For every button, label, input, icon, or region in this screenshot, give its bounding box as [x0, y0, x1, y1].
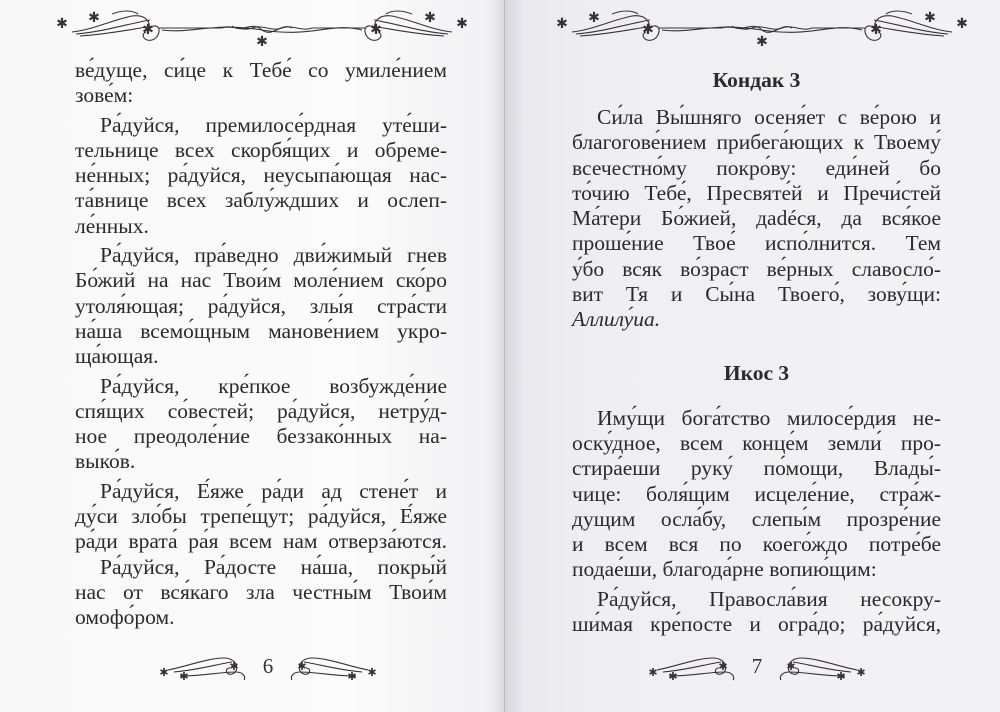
- left-page-text: [75, 58, 447, 631]
- text-line: выко́в.: [75, 449, 136, 474]
- svg-text:✱: ✱: [668, 670, 678, 682]
- svg-text:✱: ✱: [370, 22, 382, 38]
- text-line: дущим осла́бу, слепы́м прозре́ние: [572, 506, 941, 531]
- text-line: тельнице всех скорбя́щих и обреме-: [75, 137, 447, 162]
- svg-text:✱: ✱: [88, 10, 100, 26]
- footer-right-page: [647, 648, 867, 684]
- text-line: нас от вся́каго зла честны́м Твои́м: [75, 579, 447, 604]
- text-line: Ра́дуйся, кре́пкое возбужде́ние: [100, 373, 447, 398]
- page-number: 6: [262, 653, 274, 678]
- ikos-title: Икос 3: [723, 360, 790, 385]
- svg-text:✱: ✱: [56, 16, 68, 32]
- text-line: у́бо всяк во́зраст ве́рных славосло́-: [572, 256, 941, 281]
- floral-ornament-icon: [547, 4, 977, 48]
- svg-text:✱: ✱: [648, 666, 658, 679]
- floral-ornament-icon: [52, 4, 472, 48]
- text-line: ное преодоле́ние беззако́нных на-: [75, 424, 447, 449]
- text-line: стира́еши руку́ по́мощи, Влады́-: [572, 456, 941, 481]
- svg-text:✱: ✱: [142, 22, 154, 38]
- svg-text:✱: ✱: [924, 10, 936, 26]
- floral-ornament-icon: [286, 650, 378, 682]
- svg-text:✱: ✱: [870, 22, 882, 38]
- svg-text:✱: ✱: [588, 10, 600, 26]
- kontakion-title: Кондак 3: [712, 68, 801, 92]
- text-line: спя́щих со́вестей; ра́дуйся, нетру́д-: [75, 398, 447, 423]
- header-ornament-left-page: [52, 4, 472, 48]
- text-line: оску́дное, всем конце́м земли́ про-: [572, 430, 941, 455]
- book-gutter: [504, 0, 505, 712]
- floral-ornament-icon: [775, 650, 867, 682]
- text-line: Ра́дуйся, Ра́досте на́ша, покры́й: [100, 554, 447, 579]
- text-line: на́ша всемо́щным манове́нием укро-: [75, 318, 447, 343]
- svg-text:✱: ✱: [786, 660, 796, 673]
- text-line: Иму́щи бога́тство милосе́рдия не-: [597, 405, 941, 430]
- svg-text:✱: ✱: [456, 16, 468, 32]
- text-line: чице: боля́щим исцеле́ние, стра́ж-: [572, 481, 941, 506]
- footer-left-page: [158, 648, 378, 684]
- text-line: ве́дуще, си́це к Тебе́ со умиле́нием: [75, 58, 447, 82]
- text-line: проше́ние Твое́ испо́лнится. Тем: [572, 231, 941, 256]
- alleluia-line: Аллилу́иа.: [572, 307, 661, 332]
- text-line: и всем вся по коего́ждо потре́бе: [572, 532, 941, 557]
- text-line: ща́ющая.: [75, 344, 159, 369]
- svg-text:✱: ✱: [424, 10, 436, 26]
- text-line: ду́си зло́бы трепе́щут; ра́дуйся, Е́яже: [75, 504, 447, 529]
- text-line: всечестно́му покро́ву: еди́ней бо: [572, 155, 941, 180]
- svg-text:✱: ✱: [229, 660, 239, 673]
- svg-text:✱: ✱: [297, 660, 307, 673]
- svg-text:✱: ✱: [718, 660, 728, 673]
- text-line: омофо́ром.: [75, 605, 175, 630]
- text-line: ле́нных.: [75, 213, 149, 238]
- text-line: Ра́дуйся, Е́яже ра́ди ад стене́т и: [100, 478, 447, 503]
- svg-text:✱: ✱: [836, 670, 846, 682]
- svg-text:✱: ✱: [367, 666, 377, 679]
- text-line: не́нных; ра́дуйся, неусыпа́ющая нас-: [75, 163, 447, 188]
- text-line: Ма́тери Бо́жией, дadéся, да вся́кое: [572, 206, 941, 231]
- floral-ornament-icon: [647, 650, 739, 682]
- svg-text:✱: ✱: [956, 16, 968, 32]
- svg-text:✱: ✱: [159, 666, 169, 679]
- text-line: Ра́дуйся, премилосе́рдная уте́ши-: [100, 112, 447, 137]
- text-line: Бо́жий на нас Твои́м моле́нием ско́ро: [75, 268, 447, 293]
- svg-text:✱: ✱: [856, 666, 866, 679]
- text-line: та́внице всех заблу́ждших и ослеп-: [75, 188, 447, 213]
- text-line: подае́ши, благода́рне вопию́щим:: [572, 557, 877, 582]
- text-line: ра́ди врата́ ра́я всем нам отверза́ются.: [75, 529, 447, 554]
- svg-text:✱: ✱: [642, 22, 654, 38]
- svg-text:✱: ✱: [556, 16, 568, 32]
- svg-text:✱: ✱: [756, 34, 768, 48]
- right-page-text: [572, 58, 941, 637]
- text-line: Ра́дуйся, пра́ведно дви́жимый гнев: [100, 243, 447, 268]
- text-line: утоля́ющая; ра́дуйся, злы́я стра́сти: [75, 293, 447, 318]
- text-line: то́чию Тебе́, Пресвяте́й и Пречи́стей: [572, 180, 941, 205]
- svg-text:✱: ✱: [256, 34, 268, 48]
- floral-ornament-icon: [158, 650, 250, 682]
- header-ornament-right-page: [547, 4, 977, 48]
- svg-text:✱: ✱: [347, 670, 357, 682]
- text-line: Ра́дуйся, Правосла́вия несокру-: [597, 586, 941, 611]
- text-line: благогове́нием прибега́ющих к Твоему́: [572, 130, 941, 155]
- text-line: Си́ла Вы́шняго осеня́ет с ве́рою и: [597, 105, 941, 129]
- text-line: ши́мая кре́посте и огра́до; ра́дуйся,: [572, 612, 941, 637]
- page-number: 7: [751, 653, 763, 678]
- text-line: зове́м:: [75, 83, 134, 108]
- svg-text:✱: ✱: [179, 670, 189, 682]
- text-line: вит Тя и Сы́на Твоего́, зову́щи:: [572, 282, 941, 307]
